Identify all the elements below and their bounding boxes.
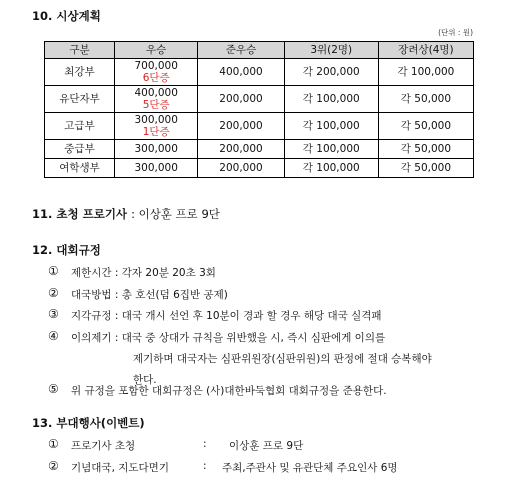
table-row xyxy=(45,113,474,140)
cell-category: 중급부 xyxy=(45,140,115,159)
winner-dan-certificate: 1단증 xyxy=(142,126,170,138)
cell-winner: 300,000 xyxy=(115,140,198,159)
event-label: 기념대국, 지도다면기 xyxy=(71,462,169,474)
rule-number: ① xyxy=(48,264,59,278)
cell-third: 각 100,000 xyxy=(284,86,378,113)
rule-objection: 이의제기 : 대국 중 상대가 규칙을 위반했을 시, 즉시 심판에게 이의를 xyxy=(71,332,386,344)
rule-lateness: 지각규정 : 대국 개시 선언 후 10분이 경과 할 경우 해당 대국 실격패 xyxy=(71,310,382,322)
header-third: 3위(2명) xyxy=(284,42,378,59)
cell-third: 각 100,000 xyxy=(284,159,378,178)
winner-amount: 400,000 xyxy=(134,87,178,99)
event-value: 이상훈 프로 9단 xyxy=(229,440,304,452)
winner-amount: 700,000 xyxy=(134,60,178,72)
cell-merit: 각 100,000 xyxy=(378,59,473,86)
prize-table xyxy=(44,41,474,178)
unit-note: (단위 : 원) xyxy=(438,28,473,37)
section-11-title: 11. 초청 프로기사 xyxy=(32,207,128,221)
event-label: 프로기사 초청 xyxy=(71,440,136,452)
rule-number: ② xyxy=(48,286,59,300)
rule-number: ④ xyxy=(48,329,59,343)
rule-number: ⑤ xyxy=(48,382,59,396)
cell-category: 여학생부 xyxy=(45,159,115,178)
cell-winner xyxy=(115,86,198,113)
rule-general: 위 규정을 포함한 대회규정은 (사)대한바둑협회 대회규정을 준용한다. xyxy=(71,385,387,397)
table-header-row xyxy=(45,42,474,59)
rule-game-method: 대국방법 : 총 호선(덤 6집반 공제) xyxy=(71,289,228,301)
cell-runner-up: 200,000 xyxy=(198,113,284,140)
cell-third: 각 200,000 xyxy=(284,59,378,86)
cell-merit: 각 50,000 xyxy=(378,140,473,159)
cell-merit: 각 50,000 xyxy=(378,86,473,113)
cell-merit: 각 50,000 xyxy=(378,159,473,178)
cell-merit: 각 50,000 xyxy=(378,113,473,140)
section-11-text: : 이상훈 프로 9단 xyxy=(131,207,220,221)
header-category: 구분 xyxy=(45,42,115,59)
cell-third: 각 100,000 xyxy=(284,113,378,140)
table-row xyxy=(45,59,474,86)
rule-time-limit: 제한시간 : 각자 20분 20초 3회 xyxy=(71,267,216,279)
event-number: ② xyxy=(48,459,59,473)
table-row xyxy=(45,86,474,113)
rule-objection-cont: 한다. xyxy=(133,374,157,386)
cell-category: 유단자부 xyxy=(45,86,115,113)
cell-winner xyxy=(115,113,198,140)
section-13-title: 13. 부대행사(이벤트) xyxy=(32,416,145,430)
cell-category: 최강부 xyxy=(45,59,115,86)
section-12-title: 12. 대회규정 xyxy=(32,243,101,257)
rule-objection-cont: 제기하며 대국자는 심판위원장(심판위원)의 판정에 절대 승복해야 xyxy=(133,353,432,365)
cell-winner: 300,000 xyxy=(115,159,198,178)
event-separator: : xyxy=(203,438,207,450)
cell-runner-up: 200,000 xyxy=(198,86,284,113)
section-10-title: 10. 시상계획 xyxy=(32,9,101,23)
cell-category: 고급부 xyxy=(45,113,115,140)
table-row xyxy=(45,159,474,178)
winner-amount: 300,000 xyxy=(134,114,178,126)
table-row xyxy=(45,140,474,159)
winner-dan-certificate: 5단증 xyxy=(142,99,170,111)
header-winner: 우승 xyxy=(115,42,198,59)
rule-number: ③ xyxy=(48,307,59,321)
cell-third: 각 100,000 xyxy=(284,140,378,159)
header-merit: 장려상(4명) xyxy=(378,42,473,59)
event-number: ① xyxy=(48,437,59,451)
cell-runner-up: 200,000 xyxy=(198,159,284,178)
event-value: 주최,주관사 및 유관단체 주요인사 6명 xyxy=(222,462,398,474)
winner-dan-certificate: 6단증 xyxy=(142,72,170,84)
cell-runner-up: 200,000 xyxy=(198,140,284,159)
header-runner-up: 준우승 xyxy=(198,42,284,59)
cell-runner-up: 400,000 xyxy=(198,59,284,86)
event-separator: : xyxy=(203,460,207,472)
section-11 xyxy=(32,206,220,222)
cell-winner xyxy=(115,59,198,86)
